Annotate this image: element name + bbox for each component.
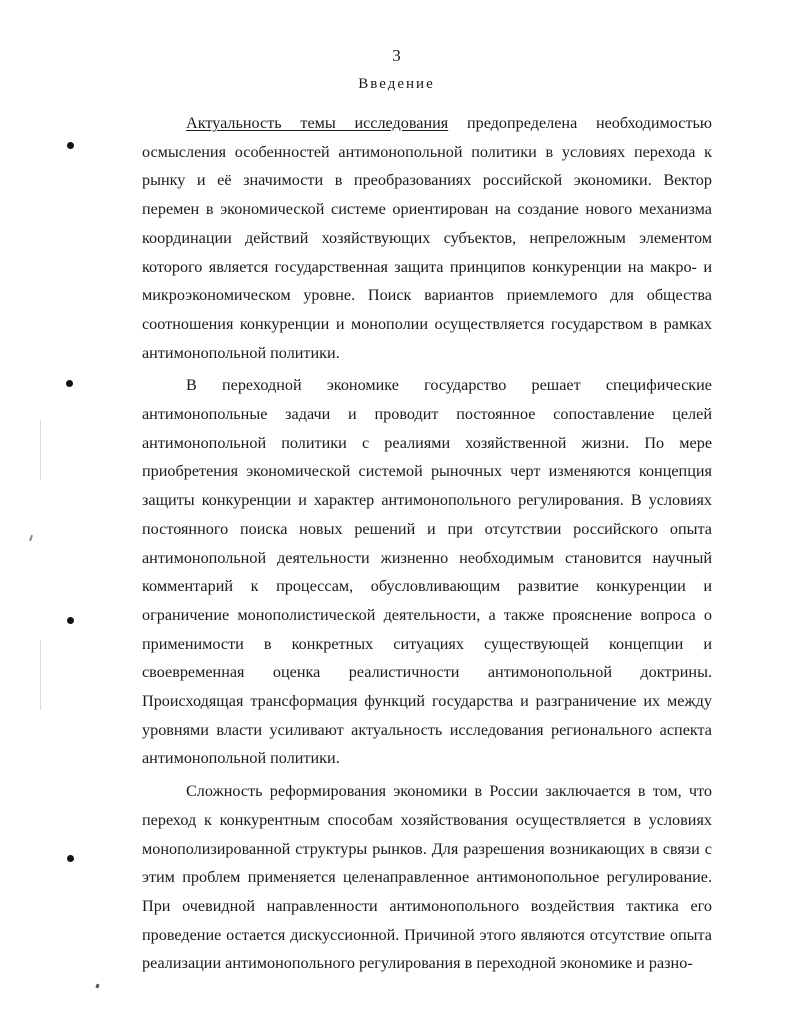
scan-speck <box>95 984 99 989</box>
paragraph-2: В переходной экономике государство решает специфические антимонопольные задачи и проводит постоянное сопоставление целей антимонопольной политики с реалиями хозяйственной жизни. По мере приобретения экономической системой рыночных черт изменяются концепция защиты конкуренции и характер антимонопольного регулирования. В условиях постоянного поиска новых решений и при отсутствии российского опыта антимонопольной деятельности жизненно необходимым становится научный комментарий к процессам, обусловливающим развитие конкуренции и ограничение монополистической деятельности, а также прояснение вопроса о применимости в конкретных ситуациях существующей концепции и своевременная оценка реалистичности антимонопольной доктрины. Происходящая трансформация функций государства и разграничение их между уровнями власти усиливают актуальность исследования регионального аспекта антимонопольной политики. <box>142 376 712 768</box>
scan-edge-mark <box>40 420 41 480</box>
page-heading: Введение <box>358 76 435 92</box>
topic-relevance-label: Актуальность темы исследования <box>186 114 449 132</box>
punch-hole-1 <box>67 142 74 149</box>
page-number: 3 <box>392 46 401 65</box>
paragraph-1 <box>142 109 712 367</box>
scan-speck <box>29 535 33 541</box>
paragraph-3: Сложность реформирования экономики в России заключается в том, что переход к конкурентным способам хозяйствования осуществляется в условиях монополизированной структуры рынков. Для разрешения возникающих в связи с этим проблем применяется целенаправленное антимонопольное регулирование. При очевидной направленности антимонопольного воздействия тактика его проведение остается дискуссионной. Причиной этого являются отсутствие опыта реализации антимонопольного регулирования в переходной экономике и разно- <box>142 782 712 973</box>
punch-hole-2 <box>66 380 73 387</box>
punch-hole-3 <box>67 617 74 624</box>
body-text <box>142 109 712 978</box>
paragraph-1-text: предопределена необходимостью осмысления особенностей антимонопольной политики в условиях перехода к рынку и её значимости в преобразованиях российской экономики. Вектор перемен в экономической системе ориентирован на создание нового механизма координации действий хозяйствующих субъектов, непреложным элементом которого является государственная защита принципов конкуренции на макро- и микроэкономическом уровне. Поиск вариантов приемлемого для общества соотношения конкуренции и монополии осуществляется государством в рамках антимонопольной политики. <box>142 114 712 362</box>
scan-edge-mark <box>40 640 41 710</box>
punch-hole-4 <box>67 855 74 862</box>
